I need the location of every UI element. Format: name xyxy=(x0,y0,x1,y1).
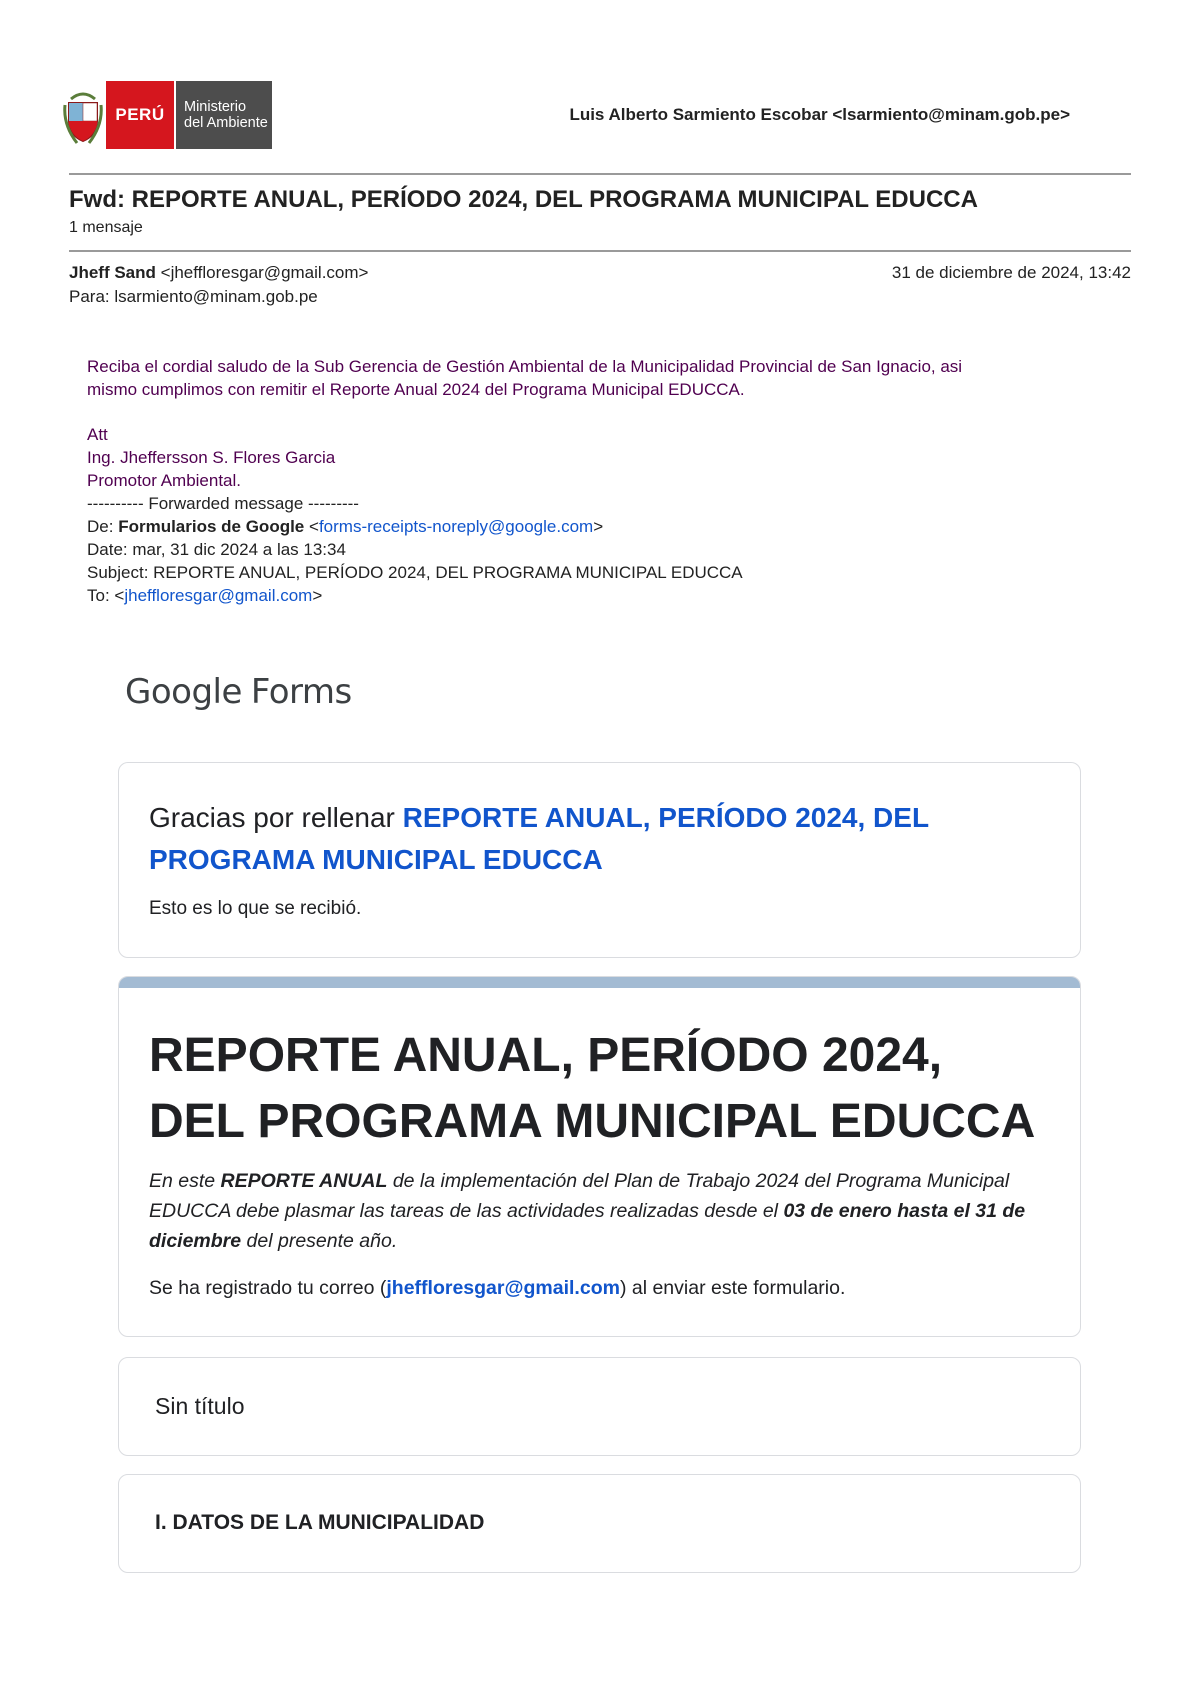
form-description: En este REPORTE ANUAL de la implementación del Plan de Trabajo 2024 del Programa Municipal EDUCCA debe plasmar las tareas de las actividades realizadas desde el 03 de enero hasta el 31 de diciembre del presente año. xyxy=(149,1170,1026,1252)
ministerio-label: Ministerio del Ambiente xyxy=(174,81,272,149)
card-accent-bar xyxy=(119,977,1080,988)
message-count: 1 mensaje xyxy=(69,219,143,236)
email-subject: Fwd: REPORTE ANUAL, PERÍODO 2024, DEL PROGRAMA MUNICIPAL EDUCCA xyxy=(69,186,978,213)
forward-subject: Subject: REPORTE ANUAL, PERÍODO 2024, DEL PROGRAMA MUNICIPAL EDUCCA xyxy=(87,563,743,582)
section-card-untitled xyxy=(118,1357,1081,1456)
form-title: REPORTE ANUAL, PERÍODO 2024, DEL PROGRAMA MUNICIPAL EDUCCA xyxy=(149,1029,1036,1148)
forward-from-email-link[interactable]: forms-receipts-noreply@google.com xyxy=(318,517,594,536)
account-owner: Luis Alberto Sarmiento Escobar <lsarmiento@minam.gob.pe> xyxy=(569,105,1070,124)
divider xyxy=(69,173,1131,175)
minam-logo xyxy=(60,80,275,150)
forward-from: De: Formularios de Google <forms-receipts-noreply@google.com> xyxy=(87,517,604,536)
sender-name: Jheff Sand xyxy=(69,263,156,282)
body-paragraph: Reciba el cordial saludo de la Sub Gerencia de Gestión Ambiental de la Municipalidad Provincial de San Ignacio, asi mismo cumplimos con remitir el Reporte Anual 2024 del Programa Municipal EDUCCA. xyxy=(87,357,963,399)
signature: Att Ing. Jheffersson S. Flores Garcia Promotor Ambiental. xyxy=(87,425,336,490)
forward-marker: ---------- Forwarded message --------- xyxy=(87,494,359,513)
email-date: 31 de diciembre de 2024, 13:42 xyxy=(891,263,1131,282)
forward-to-email-link[interactable]: jheffloresgar@gmail.com xyxy=(124,586,313,605)
forward-to: To: <jheffloresgar@gmail.com> xyxy=(87,586,323,605)
form-header-card xyxy=(118,976,1081,1337)
registered-email-note: Se ha registrado tu correo (jheffloresgar@gmail.com) al enviar este formulario. xyxy=(149,1277,846,1299)
section-title: I. DATOS DE LA MUNICIPALIDAD xyxy=(155,1511,485,1534)
thanks-heading: Gracias por rellenar REPORTE ANUAL, PERÍODO 2024, DEL PROGRAMA MUNICIPAL EDUCCA xyxy=(149,802,929,875)
thanks-card xyxy=(118,762,1081,958)
received-text: Esto es lo que se recibió. xyxy=(149,898,362,919)
divider xyxy=(69,250,1131,252)
section-card-datos xyxy=(118,1474,1081,1573)
registered-email-link[interactable]: jheffloresgar@gmail.com xyxy=(386,1277,620,1299)
google-forms-logo: Google Forms xyxy=(125,672,352,712)
peru-label: PERÚ xyxy=(106,81,174,149)
section-title: Sin título xyxy=(155,1393,245,1419)
sender-email: <jheffloresgar@gmail.com> xyxy=(160,263,369,282)
coat-of-arms-icon xyxy=(60,80,106,150)
sender xyxy=(69,263,368,283)
forwarded-header xyxy=(87,492,743,607)
recipient: Para: lsarmiento@minam.gob.pe xyxy=(69,287,318,306)
forward-date: Date: mar, 31 dic 2024 a las 13:34 xyxy=(87,540,346,559)
form-title-link[interactable]: REPORTE ANUAL, PERÍODO 2024, DEL PROGRAMA MUNICIPAL EDUCCA xyxy=(149,802,929,875)
